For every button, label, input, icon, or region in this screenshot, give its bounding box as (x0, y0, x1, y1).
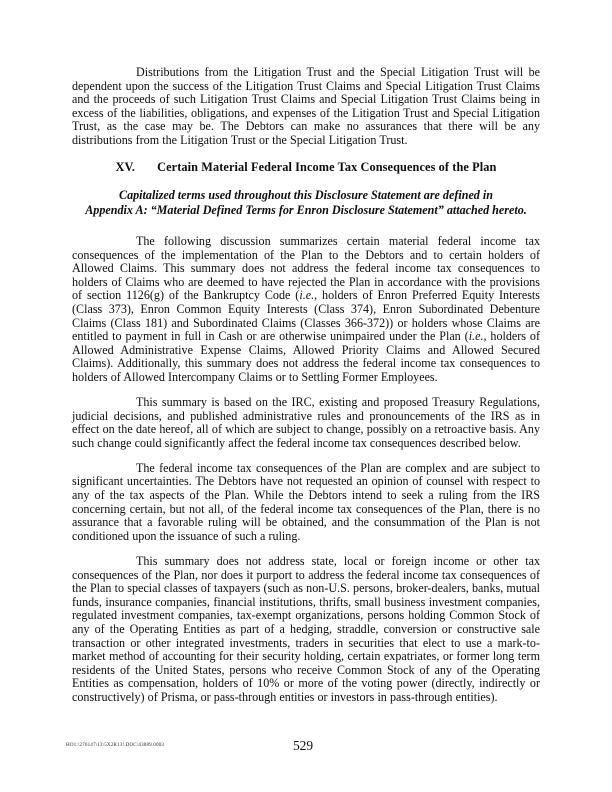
paragraph-following-discussion (72, 235, 540, 385)
paragraph-scope-limitations: This summary does not address state, local or foreign income or other tax consequences of the Plan, nor does it purport to address the federal income tax consequences of the Plan to special classes of taxpayers (such as non-U.S. persons, broker-dealers, banks, mutual funds, insurance companies, financial institutions, thrifts, small business investment companies, regulated investment companies, tax-exempt organizations, persons holding Common Stock of any of the Operating Entities as part of a hedging, straddle, conversion or constructive sale transaction or other integrated investments, traders in securities that elect to use a mark-to-market method of accounting for their security holding, certain expatriates, or former long term residents of the United States, persons who receive Common Stock of any of the Operating Entities as compensation, holders of 10% or more of the voting power (directly, indirectly or constructively) of Prisma, or pass-through entities or investors in pass-through entities). (72, 553, 540, 704)
latin-abbrev-ie-second: i.e. (468, 329, 484, 344)
page-number-value: 529 (292, 738, 314, 753)
section-heading-block (72, 160, 540, 218)
subtitle-line-2: Appendix A: “Material Defined Terms for Enron Disclosure Statement” attached hereto. (85, 202, 527, 217)
subtitle-line-1: Capitalized terms used throughout this Disclosure Statement are defined in (119, 187, 493, 202)
bates-stamp: HO1:\276147\13\5X2R13!.DOC\43889.0003 (66, 742, 165, 748)
page-content (72, 66, 540, 716)
section-title-text: Certain Material Federal Income Tax Consequences of the Plan (157, 159, 497, 174)
paragraph-summary-basis: This summary is based on the IRC, existing and proposed Treasury Regulations, judicial decisions, and published administrative rules and pronouncements of the IRS as in effect on the date hereof, all of which are subject to change, possibly on a retroactive basis. Any such change could significantly affect the federal income tax consequences described below. (72, 395, 540, 450)
paragraph-segment-a: The following discussion summarizes certain material federal income tax consequences of the implementation of the Plan to the Debtors and to certain holders of Allowed Claims. This summary does not address the federal income tax consequences to holders of Claims who are deemed to have rejected the Plan in accordance with the provisions of section 1126(g) of the Bankruptcy Code ( (72, 233, 540, 303)
paragraph-segment-b: , holders of Enron Preferred Equity Interests (Class 373), Enron Common Equity Interests (Class 374), Enron Subordinated Debenture Claims (Class 181) and Subordinated Claims (Classes 366-372)) or holders whose Claims are entitled to payment in full in Cash or are otherwise unimpaired under the Plan ( (72, 288, 540, 344)
section-number: XV. (115, 159, 136, 174)
paragraph-complexity: The federal income tax consequences of the Plan are complex and are subject to significant uncertainties. The Debtors have not requested an opinion of counsel with respect to any of the tax aspects of the Plan. While the Debtors intend to seek a ruling from the IRS concerning certain, but not all, of the federal income tax consequences of the Plan, there is no assurance that a favorable ruling will be obtained, and the consummation of the Plan is not conditioned upon the issuance of such a ruling. (72, 460, 540, 543)
section-subtitle (72, 188, 540, 218)
latin-abbrev-ie-first: i.e. (299, 288, 315, 303)
paragraph-distributions: Distributions from the Litigation Trust and the Special Litigation Trust will be dependent upon the success of the Litigation Trust Claims and Special Litigation Trust Claims and the proceeds of such Litigation Trust Claims and Special Litigation Trust Claims being in excess of the liabilities, obligations, and expenses of the Litigation Trust and Special Litigation Trust, as the case may be. The Debtors can make no assurances that there will be any distributions from the Litigation Trust or the Special Litigation Trust. (72, 65, 540, 147)
page-title (72, 160, 540, 175)
page-number (0, 738, 612, 754)
heading-spacer (72, 218, 540, 235)
paragraph-segment-c: , holders of Allowed Administrative Expense Claims, Allowed Priority Claims and Allowed Secured Claims). Additionally, this summary does not address the federal income tax consequences to holders of Allowed Intercompany Claims or to Settling Former Employees. (72, 329, 540, 384)
